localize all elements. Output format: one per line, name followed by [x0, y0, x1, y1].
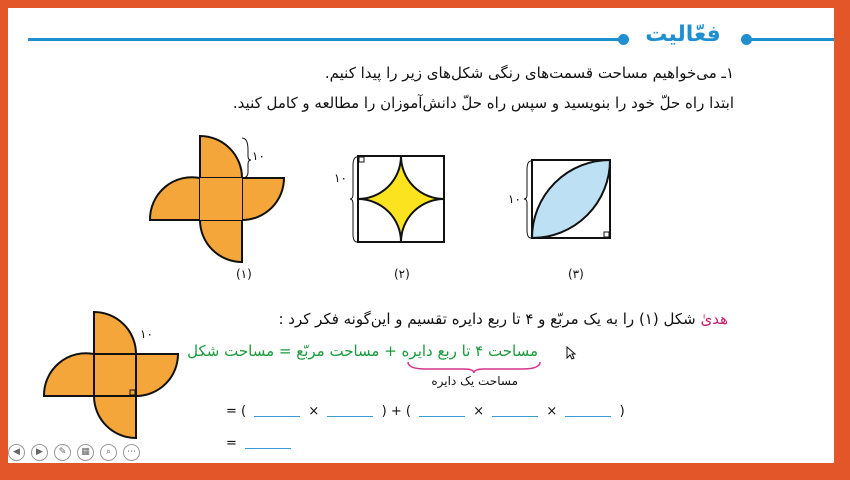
- problem-line-2: ابتدا راه حلّ خود را بنویسید و سپس راه حلّ دانش‌آموزان را مطالعه و کامل کنید.: [232, 94, 734, 112]
- figure-3-brace: [524, 160, 532, 240]
- equation-row-1: [226, 404, 625, 419]
- figure-2-brace: [350, 156, 358, 244]
- split-dimension: ۱۰: [140, 327, 153, 341]
- problem-line-1: ۱ـ می‌خواهیم مساحت قسمت‌های رنگی شکل‌های زیر را پیدا کنیم.: [324, 64, 734, 82]
- zoom-icon[interactable]: ⌕: [100, 444, 117, 461]
- figure-1-split: [44, 312, 184, 444]
- brace-note: مساحت یک دایره: [431, 374, 518, 388]
- answer-blank-3[interactable]: [419, 406, 465, 417]
- answer-blank-4[interactable]: [492, 406, 538, 417]
- header-rule-left: [28, 38, 622, 41]
- answer-blank-2[interactable]: [327, 406, 373, 417]
- play-icon[interactable]: ▶: [31, 444, 48, 461]
- prev-icon[interactable]: ◀: [8, 444, 25, 461]
- eq-times: ×: [308, 404, 320, 419]
- page-title: فعّالیت: [645, 22, 721, 47]
- eq-times-3: ×: [546, 404, 558, 419]
- hint-text: شکل (۱) را به یک مربّع و ۴ تا ربع دایره تقسیم و این‌گونه فکر کرد :: [278, 310, 701, 328]
- eq-plus: +: [390, 404, 402, 419]
- mouse-cursor-icon: [566, 346, 576, 360]
- figure-1-caption: (۱): [236, 267, 252, 281]
- header-dot-left: [618, 34, 629, 45]
- figure-1-dimension: ۱۰: [252, 149, 265, 163]
- answer-blank-5[interactable]: [565, 406, 611, 417]
- eq-equals-2: =: [226, 436, 237, 451]
- eq-paren-close-2: ): [619, 404, 625, 419]
- eq-times-2: ×: [473, 404, 485, 419]
- worksheet-page: [8, 8, 834, 463]
- pen-icon[interactable]: ✎: [54, 444, 71, 461]
- figure-3-dimension: ۱۰: [508, 192, 521, 206]
- equation-row-2: [226, 436, 295, 451]
- figure-1-pinwheel: [150, 136, 290, 268]
- figure-3-lens: [532, 160, 612, 240]
- figure-2-dimension: ۱۰: [334, 171, 347, 185]
- more-icon[interactable]: ⋯: [123, 444, 140, 461]
- hint-keyword: هدیٰ: [700, 310, 728, 328]
- eq-equals: =: [226, 404, 237, 419]
- answer-blank-6[interactable]: [245, 438, 291, 449]
- eq-paren-close: ): [381, 404, 387, 419]
- eq-paren-open: (: [241, 404, 247, 419]
- figure-3-caption: (۳): [568, 267, 584, 281]
- hint-line: [278, 310, 728, 328]
- grid-icon[interactable]: ▦: [77, 444, 94, 461]
- answer-blank-1[interactable]: [254, 406, 300, 417]
- figure-2-square-arcs: [358, 156, 446, 244]
- header-rule-right: [751, 38, 834, 41]
- player-toolbar: [8, 444, 140, 461]
- figure-2-caption: (۲): [394, 267, 410, 281]
- area-formula: مساحت ۴ تا ربع دایره + مساحت مربّع = مساحت شکل: [187, 342, 538, 360]
- formula-brace: [406, 360, 542, 374]
- eq-paren-open-2: (: [405, 404, 411, 419]
